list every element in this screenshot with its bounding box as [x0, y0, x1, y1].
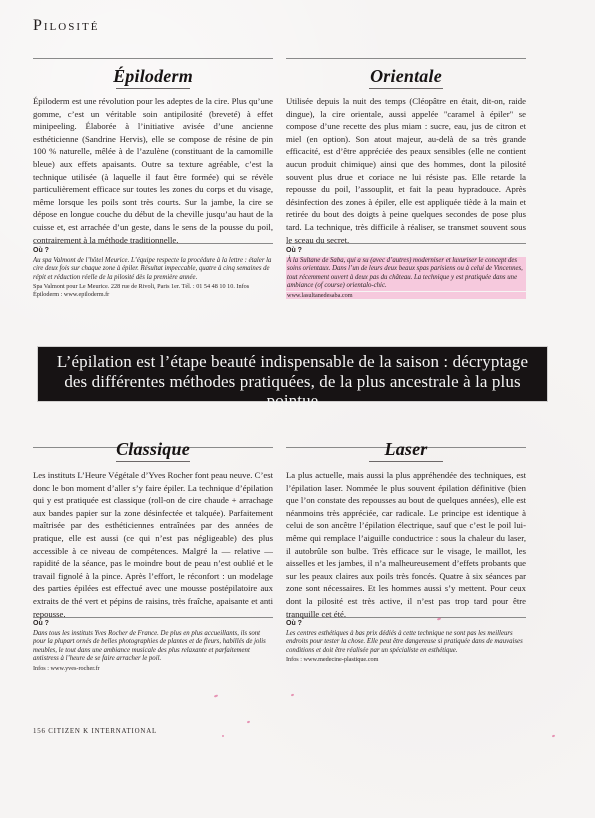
classique-body: Les instituts L’Heure Végétale d’Yves Rocher font peau neuve. C’est donc le bon moment d’aller s’y faire épiler. La technique d’épilation qui y est pratiquée est classique (roll-on de cire chaude + arrachage aux bandes papier sur la zone désinfectée et talquée). Parfaitement maîtrisée par des esthéticiennes entraînées par des années de pratique, elle est aussi (ce qui n’est pas négligeable) des plus accessible à ce niveau de compétences. Malgré la — relative — rapidité de la séance, pas le moindre bout de peau n’est oublié et le travail fignolé à la pince. Après l’effort, le réconfort : un modelage des parties épilées est effectué avec une mousse postépilatoire aux extraits de thé vert et pépins de raisins, très fraîche, apaisante et anti repousse.: [33, 470, 273, 619]
banner: [38, 347, 547, 411]
section-title: Pilosité: [33, 17, 100, 34]
classique-heading-text: Classique: [116, 439, 190, 459]
laser-ou-text: Les centres esthétiques à bas prix dédiés à cette technique ne sont pas les meilleurs endroits pour tester la chose. Elle peut être dangereuse si pratiquée dans de mauvaises conditions et doit être réalisée par un spécialiste en esthétique.: [286, 629, 523, 654]
orientale-ou-label: Où ?: [286, 247, 302, 254]
epiloderm-ou-text: Au spa Valmont de l’hôtel Meurice. L’équipe respecte la procédure à la lettre : étaler la cire deux fois sur chaque zone à épiler. Résultat impeccable, quatre à cinq semaines de répit et réduction réelle de la pilosité dès la première année.: [33, 256, 272, 281]
classique-heading: [33, 439, 273, 462]
laser-heading-text: Laser: [384, 439, 428, 459]
page-footer: 156 CITIZEN K INTERNATIONAL: [33, 728, 157, 735]
laser-ou-label: Où ?: [286, 620, 302, 627]
classique-ou-label: Où ?: [33, 620, 49, 627]
epiloderm-heading: [33, 66, 273, 89]
epiloderm-body: Épiloderm est une révolution pour les adeptes de la cire. Plus qu’une gomme, c’est un véritable soin antipilosité (breveté) à effet minipeeling. Élaborée à l’initiative avisée d’une ancienne esthéticienne (Sandrine Hervis), elle se compose de résine de pin 100 % naturelle, mêlée à de l’azulène (constituant de la camomille bleue) aux effets apaisants. Outre sa texture agréable, c’est la technique utilisée (à laquelle il faut être formée) qui se révèle particulièrement efficace sur toutes les zones du corps et du visage, même lorsque les poils sont très courts. Sur la jambe, la cire se dépose en longue couche du début de la cheville jusqu’au haut de la cuisse et, est arrachée d’un geste, dans le sens de la pousse du poil, contrairement à la méthode traditionnelle.: [33, 96, 273, 245]
orientale-heading-underline: [369, 88, 443, 89]
laser-heading-underline: [369, 461, 443, 462]
epiloderm-ou-info: Spa Valmont pour Le Meurice. 228 rue de Rivoli, Paris 1er. Tél. : 01 54 48 10 10. Infos Épiloderm : www.epiloderm.fr: [33, 283, 250, 298]
banner-text: L’épilation est l’étape beauté indispensable de la saison : décryptage des différentes méthodes pratiquées, de la plus ancestrale à la plus pointue: [56, 352, 529, 411]
laser-body: La plus actuelle, mais aussi la plus appréhendée des techniques, est l’épilation laser. Nommée le plus souvent épilation définitive (bien que l’on constate des repousses au bout de quelques années), elle est néanmoins très appréciée, car radicale. Le principe est identique à celui de son ancêtre l’épilation électrique, sauf que c’est le poil lui-même qui remplace l’aiguille conductrice : sous la chaleur du laser, il autobrûle son bulbe. Très efficace sur le visage, le maillot, les aisselles et les jambes, il n’a malheureusement d’effets probants que sur les peaux claires aux poils très foncés. Quatre à six séances par zone sont nécessaires. Et les hommes aussi s’y mettent. Pour ceux dont la pilosité est très active, il n’est pas trop tard pour être tranquille cet été.: [286, 470, 526, 619]
orientale-ou-info: www.lasultanedesaba.com: [286, 292, 526, 300]
orientale-body: Utilisée depuis la nuit des temps (Cléopâtre en était, dit-on, raide dingue), la cire orientale, aussi appelée "caramel à épiler" se compose d’une recette des plus miam : sucre, eau, jus de citron et miel (en option). Son atout majeur, au-delà de sa très grande efficacité, est d’être appréciée des peaux sensibles (elle ne contient aucun produit chimique) ainsi que des hommes, dont la pilosité souvent plus drue et coriace ne lui résiste pas. Elle retarde la repousse du poil, l’assouplit, et fait la peau hypradouce. Après désinfection des zones à épiler, elle est appliquée tiède à la main et retirée du bout des doigts à peine quelques secondes de pose plus tard. La technique, très difficile à réaliser, se transmet souvent sous le sceau du secret.: [286, 96, 526, 245]
epiloderm-ou-label: Où ?: [33, 247, 49, 254]
bottom-left-bottom-rule: [33, 617, 273, 618]
classique-ou-block: [33, 620, 273, 672]
laser-heading: [286, 439, 526, 462]
epiloderm-heading-underline: [116, 88, 190, 89]
orientale-ou-block: [286, 247, 526, 299]
laser-ou-info: Infos : www.medecine-plastique.com: [286, 656, 379, 664]
epiloderm-ou-block: [33, 247, 273, 299]
classique-ou-info: Infos : www.yves-rocher.fr: [33, 664, 100, 672]
top-right-rule: [286, 58, 526, 59]
top-left-rule: [33, 58, 273, 59]
orientale-heading: [286, 66, 526, 89]
laser-ou-block: [286, 620, 526, 664]
epiloderm-heading-text: Épiloderm: [113, 66, 193, 86]
classique-heading-underline: [116, 461, 190, 462]
classique-ou-text: Dans tous les instituts Yves Rocher de France. De plus en plus accueillants, ils sont pour la plupart ornés de belles photographies de plantes et de fleurs, habillés de jolis meubles, le tout dans une ambiance musicale des plus relaxante et parfaitement antistress à l’heure de se faire arracher le poil.: [33, 629, 266, 663]
orientale-ou-text: À la Sultane de Saba, qui a su (avec d’autres) moderniser et luxuriser le concept des soins orientaux. Dans l’un de leurs deux beaux spas parisiens ou à celui de Vincennes, tout récemment ouvert à deux pas du château. La technique y est pratiquée dans une ambiance (of course) orientalo-chic.: [286, 257, 526, 291]
orientale-heading-text: Orientale: [370, 66, 442, 86]
